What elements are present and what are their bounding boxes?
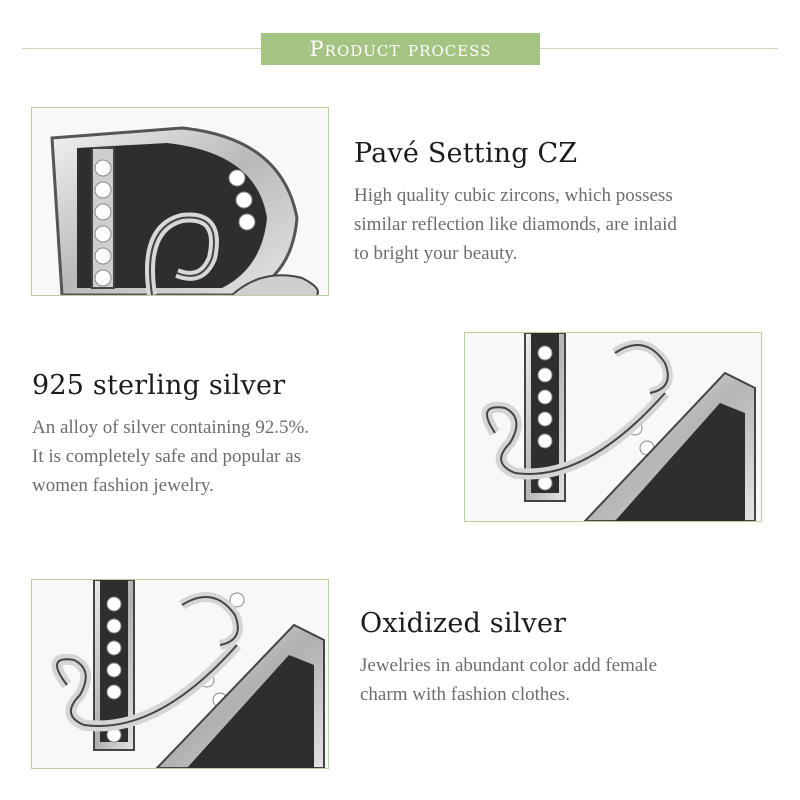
section-sterling [32,370,309,500]
section-title: Oxidized silver [360,608,567,639]
charm-image-pave [31,107,329,296]
divider-right [540,48,778,49]
section-description: An alloy of silver containing 92.5%. It is completely safe and popular as women fashion jewelry. [32,417,310,496]
section-title: 925 sterling silver [32,370,286,401]
section-pave [354,138,677,268]
section-title: Pavé Setting CZ [354,138,578,169]
section-oxidized [360,608,657,709]
section-banner: Product process [261,33,540,65]
charm-image-sterling [464,332,762,522]
divider-left [22,48,262,49]
section-description: High quality cubic zircons, which possess similar reflection like diamonds, are inlaid to bright your beauty. [354,185,677,264]
section-description: Jewelries in abundant color add female charm with fashion clothes. [360,655,658,705]
charm-image-oxidized [31,579,329,769]
